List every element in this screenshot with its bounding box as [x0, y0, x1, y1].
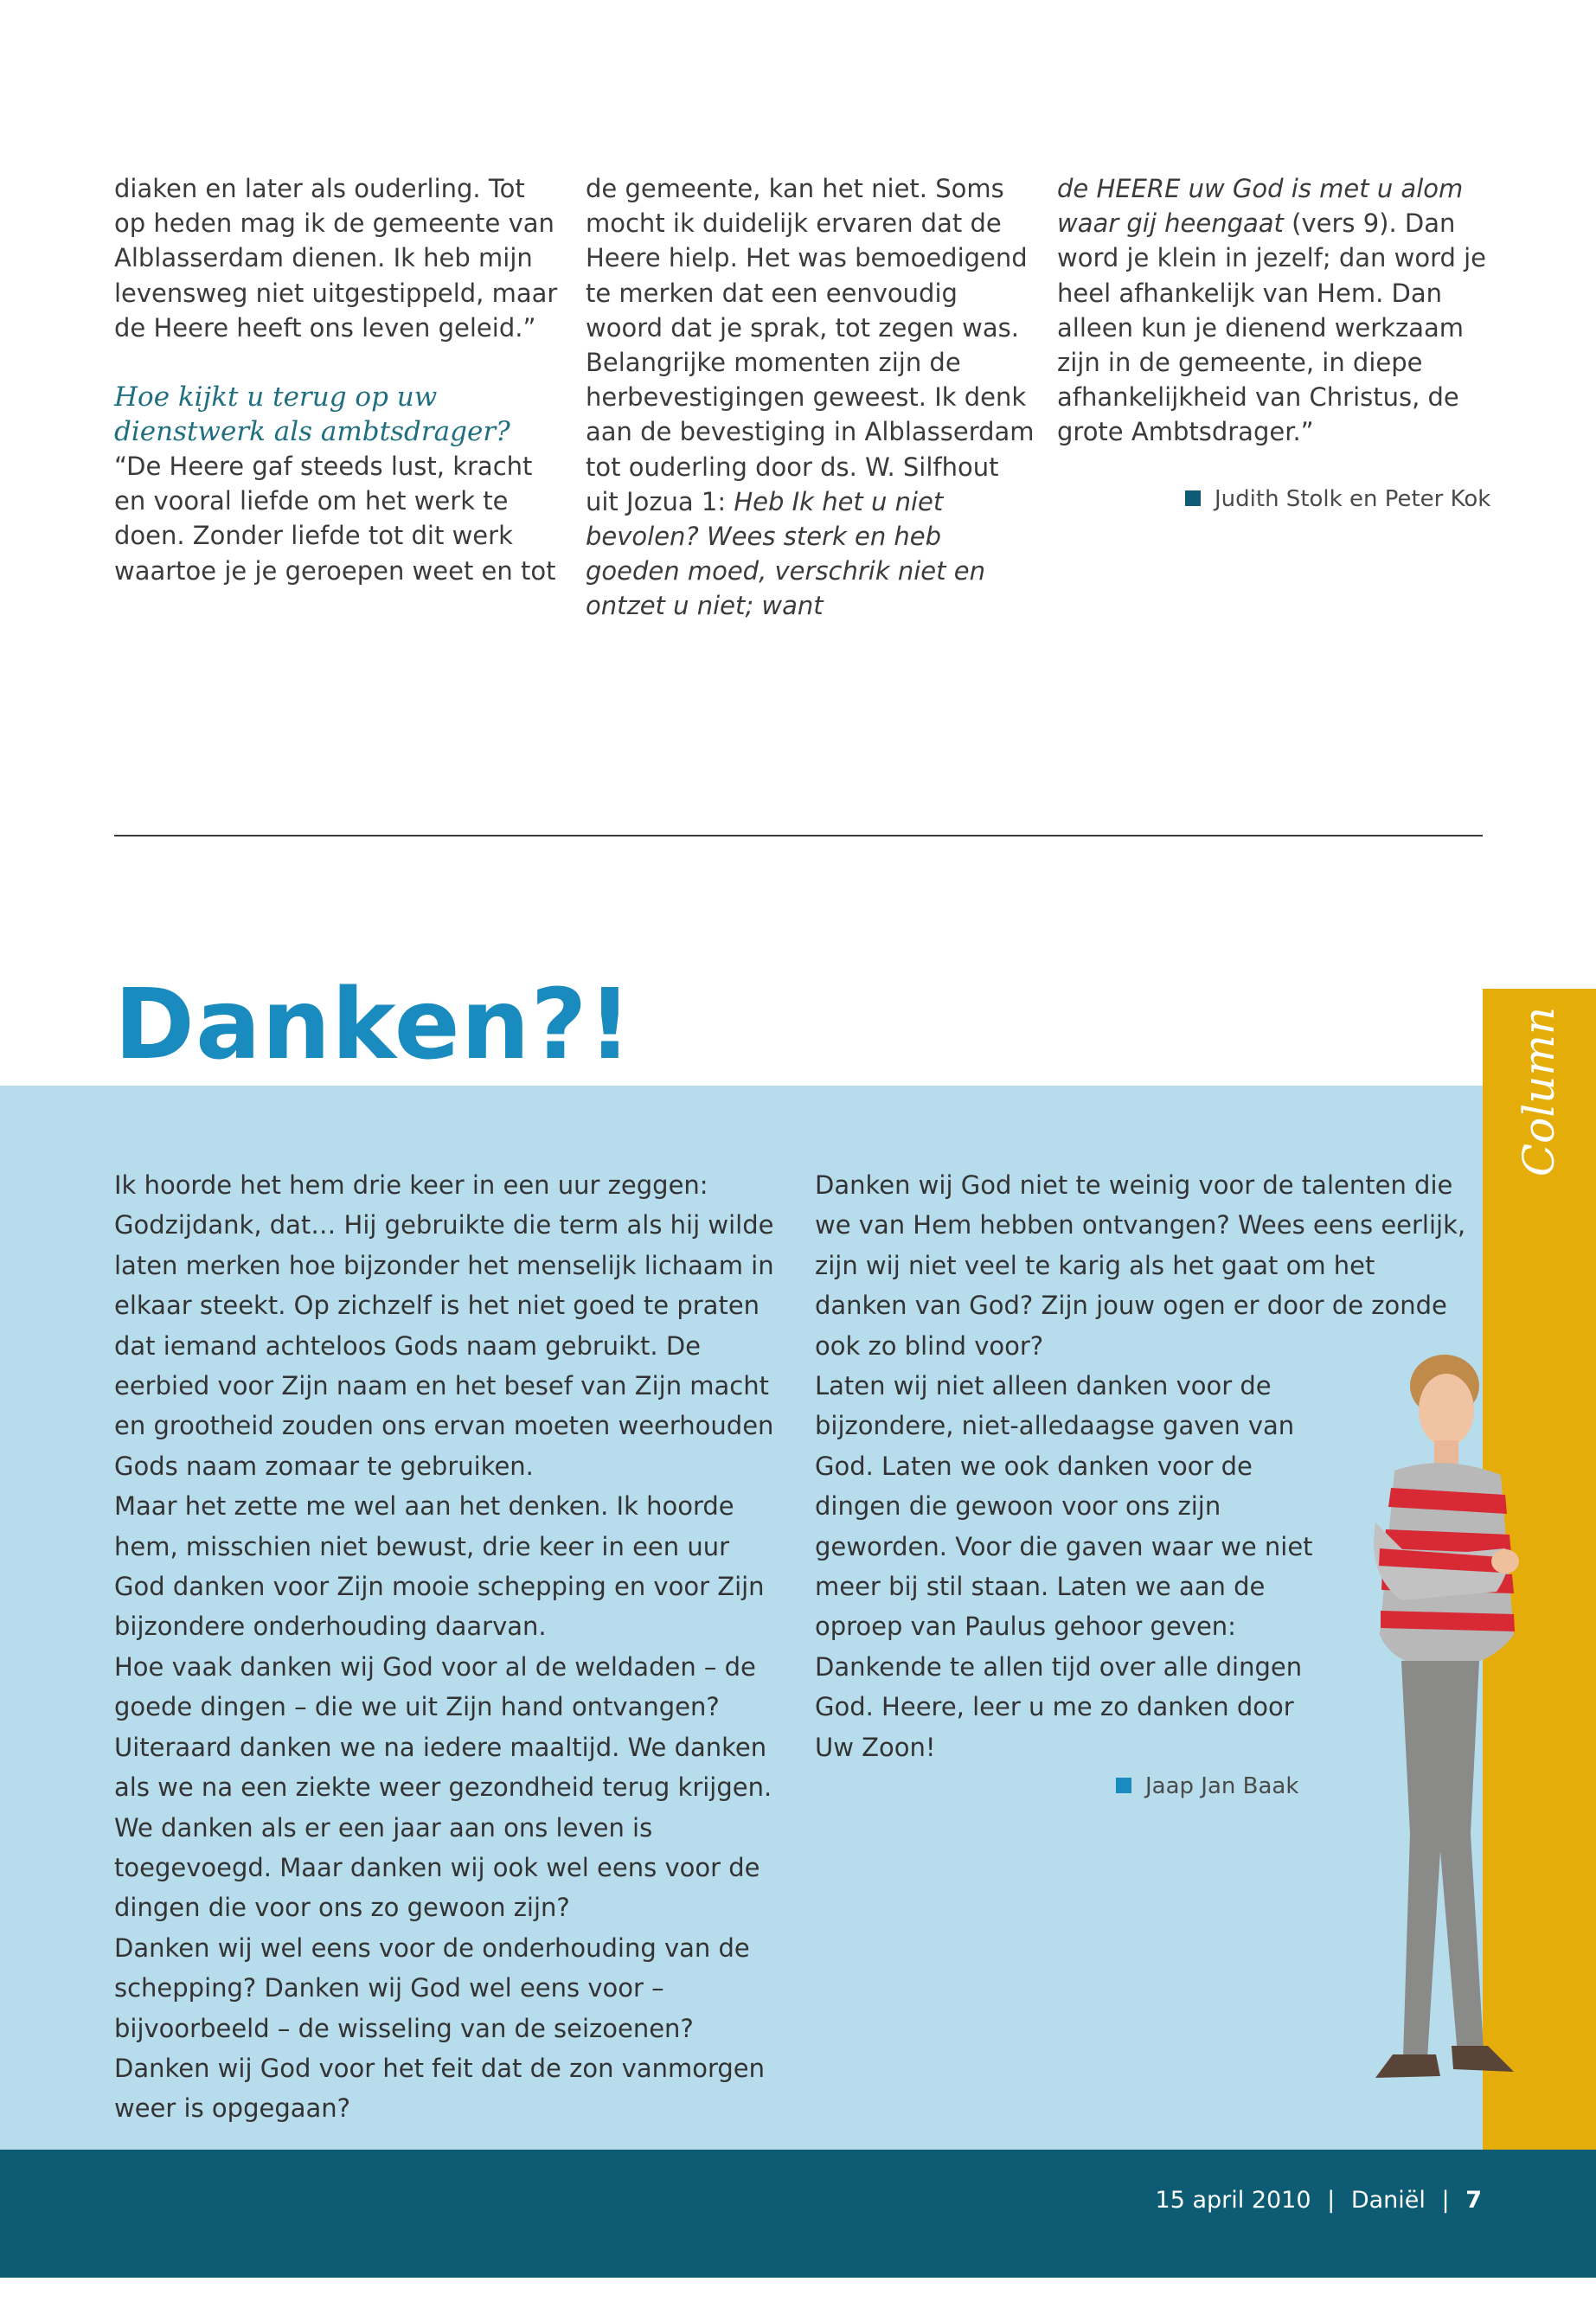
magazine-name: Daniël	[1350, 2187, 1426, 2214]
paragraph: Danken wij God niet te weinig voor de talenten die we van Hem hebben ontvangen? Wees eens eerlijk, zijn wij niet veel te karig als het gaat om het danken van God? Zijn jouw ogen er door de zonde ook zo blind voor?	[815, 1170, 1466, 1361]
paragraph: “De Heere gaf steeds lust, kracht en vooral liefde om het werk te doen. Zonder liefde tot dit werk waartoe je je geroepen weet en tot	[114, 452, 556, 586]
article-column-3	[1057, 171, 1507, 450]
paragraph: Danken wij wel eens voor de onderhouding van de schepping? Danken wij God wel eens voor – bijvoorbeeld – de wisseling van de seizoenen? Danken wij God voor het feit dat de zon vanmorgen weer is opgegaan?	[114, 1932, 766, 2124]
paragraph-text: (vers 9). Dan word je klein in jezelf; dan word je heel afhankelijk van Hem. Dan alleen kun je dienend werkzaam zijn in de gemeente, in diepe afhankelijkheid van Christus, de grote Ambtsdrager.”	[1057, 208, 1487, 447]
square-bullet-icon	[1116, 1778, 1131, 1793]
interview-question: Hoe kijkt u terug op uw dienstwerk als ambtsdrager?	[114, 381, 510, 448]
bible-quote: Heb Ik het u niet bevolen? Wees sterk en heb goeden moed, verschrik niet en ontzet u niet; want	[586, 486, 985, 621]
separator: |	[1441, 2187, 1450, 2214]
issue-date: 15 april 2010	[1155, 2187, 1311, 2214]
paragraph: Ik hoorde het hem drie keer in een uur zeggen: Godzijdank, dat… Hij gebruikte die term als hij wilde laten merken hoe bijzonder het menselijk lichaam in elkaar steekt. Op zichzelf is het niet goed te praten dat iemand achteloos Gods naam gebruikt. De eerbied voor Zijn naam en het besef van Zijn macht en grootheid zouden ons ervan moeten weerhouden Gods naam zomaar te gebruiken.	[114, 1170, 774, 1481]
paragraph: diaken en later als ouderling. Tot op heden mag ik de gemeente van Alblasserdam dienen. Ik heb mijn levensweg niet uitgestippeld, maar de Heere heeft ons leven geleid.”	[114, 174, 558, 343]
section-label: Column	[1514, 1006, 1564, 1177]
separator: |	[1327, 2187, 1336, 2214]
article-byline	[1185, 486, 1490, 512]
byline-text: Judith Stolk en Peter Kok	[1215, 486, 1491, 512]
article-column-1	[114, 171, 564, 588]
column-text-left	[114, 1165, 780, 2129]
paragraph: Maar het zette me wel aan het denken. Ik hoorde hem, misschien niet bewust, drie keer in een uur God danken voor Zijn mooie schepping en voor Zijn bijzondere onderhouding daarvan.	[114, 1491, 765, 1642]
paragraph	[1057, 171, 1507, 450]
bible-quote: de HEERE uw God is met u alom waar gij heengaat	[1057, 174, 1464, 239]
byline-text: Jaap Jan Baak	[1145, 1773, 1299, 1799]
column-title: Danken?!	[114, 969, 633, 1081]
paragraph: Laten wij niet alleen danken voor de bijzondere, niet-alledaagse gaven van God. Laten we ook danken voor de dingen die gewoon voor ons zijn geworden. Voor die gaven waar we niet meer bij stil staan. Laten we aan de oproep van Paulus gehoor geven: Dankende te allen tijd over alle dingen God. Heere, leer u me zo danken door Uw Zoon!	[815, 1371, 1313, 1762]
author-photo	[1341, 1349, 1540, 2119]
article-column-2	[586, 171, 1035, 624]
column-byline	[1116, 1773, 1298, 1799]
paragraph-text: de gemeente, kan het niet. Soms mocht ik duidelijk ervaren dat de Heere hielp. Het was bemoedigend te merken dat een eenvoudig woord dat je sprak, tot zegen was. Belangrijke momenten zijn de herbevestigingen geweest. Ik denk aan de bevestiging in Alblasserdam tot ouderling door ds. W. Silfhout uit Jozua 1:	[586, 174, 1035, 516]
page-number: 7	[1465, 2187, 1482, 2214]
footer-text	[1156, 2183, 1482, 2218]
paragraph	[586, 171, 1035, 624]
column-text-right	[815, 1165, 1466, 1767]
square-bullet-icon	[1185, 490, 1201, 506]
section-divider	[114, 835, 1483, 836]
paragraph: Hoe vaak danken wij God voor al de weldaden – de goede dingen – die we uit Zijn hand ontvangen? Uiteraard danken we na iedere maaltijd. We danken als we na een ziekte weer gezondheid terug krijgen. We danken als er een jaar aan ons leven is toegevoegd. Maar danken wij ook wel eens voor de dingen die voor ons zo gewoon zijn?	[114, 1651, 772, 1923]
